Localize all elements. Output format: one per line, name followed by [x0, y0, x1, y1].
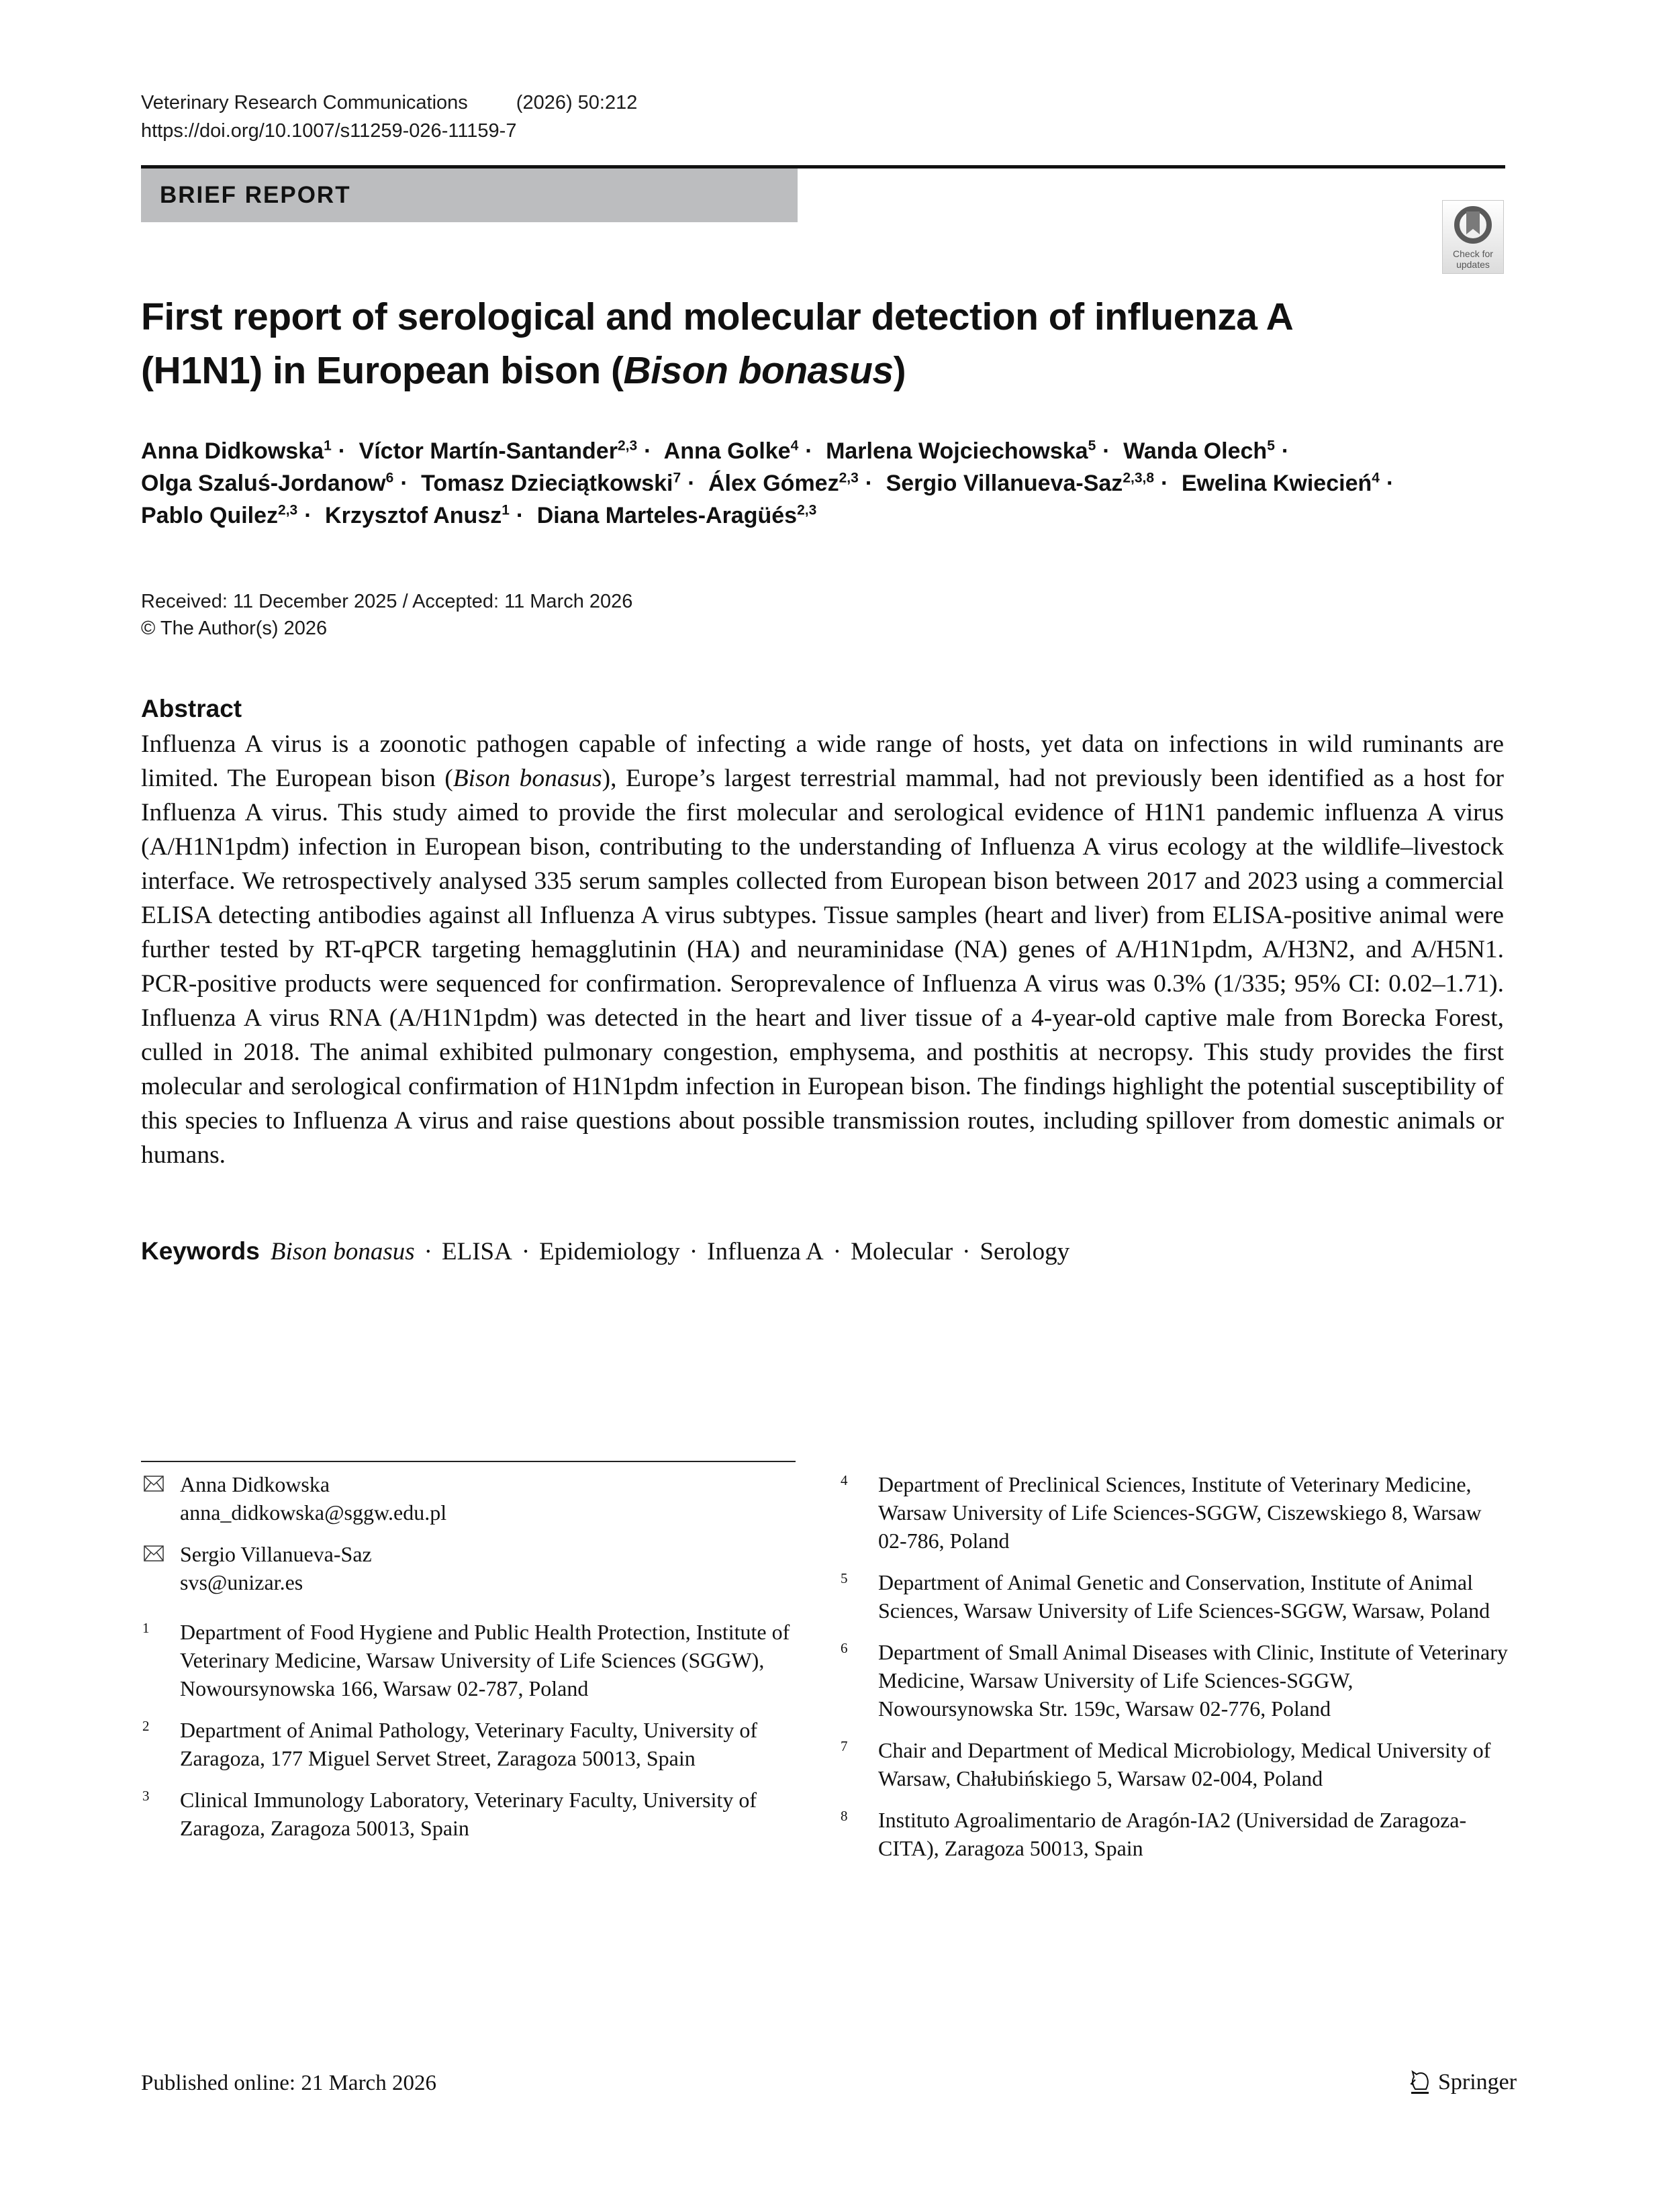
author[interactable]: Tomasz Dzieciątkowski$^7$ [421, 470, 681, 496]
envelope-icon [144, 1476, 164, 1492]
separator: · [832, 1238, 842, 1265]
article-type: BRIEF REPORT [160, 182, 351, 208]
title-text: First report of serological and molecular detection of influenza A (H1N1) in European bison ( [141, 295, 1292, 392]
author[interactable]: Víctor Martín-Santander$^{2,3}$ [359, 438, 638, 464]
separator: · [424, 1238, 432, 1265]
separator: · [687, 471, 696, 496]
envelope-icon [144, 1545, 164, 1561]
separator: · [1102, 438, 1110, 464]
check-updates-label-2: updates [1456, 259, 1490, 270]
footnotes-right [839, 1470, 1511, 1876]
author[interactable]: Ewelina Kwiecień$^4$ [1181, 470, 1380, 496]
corresponding-author [141, 1540, 806, 1596]
separator: · [962, 1238, 971, 1265]
affiliation: 8 Instituto Agroalimentario de Aragón-IA2 (Universidad de Zaragoza-CITA), Zaragoza 50013, Spain [841, 1808, 1467, 1860]
separator: · [1161, 471, 1169, 496]
journal-name: Veterinary Research Communications [141, 92, 468, 113]
contact-name: Sergio Villanueva-Saz [180, 1542, 372, 1566]
received-accepted: Received: 11 December 2025 / Accepted: 11 March 2026 [141, 591, 633, 612]
separator: · [1386, 471, 1394, 496]
author[interactable]: Krzysztof Anusz$^1$ [325, 502, 510, 528]
publisher-name: Springer [1438, 2070, 1517, 2095]
abstract-body: Influenza A virus is a zoonotic pathogen capable of infecting a wide range of hosts, yet data on infections in wild ruminants are limited. The European bison (Bison bonasus), Europe’s largest terrestrial mammal, had not previously been identified as a host for Influenza A virus. This study aimed to provide the first molecular and serological evidence of H1N1 pandemic influenza A virus (A/H1N1pdm) infection in European bison, contributing to the understanding of Influenza A virus ecology at the wildlife–livestock interface. We retrospectively analysed 335 serum samples collected from European bison between 2017 and 2023 using a commercial ELISA detecting antibodies against all Influenza A virus subtypes. Tissue samples (heart and liver) from ELISA-positive animal were further tested by RT-qPCR targeting hemagglutinin (HA) and neuraminidase (NA) genes of A/H1N1pdm, A/H3N2, and A/H5N1. PCR-positive products were sequenced for confirmation. Seroprevalence of Influenza A virus was 0.3% (1/335; 95% CI: 0.02–1.71). Influenza A virus RNA (A/H1N1pdm) was detected in the heart and liver tissue of a 4-year-old captive male from Borecka Forest, culled in 2018. The animal exhibited pulmonary congestion, emphysema, and posthitis at necropsy. This study provides the first molecular and serological confirmation of H1N1pdm infection in European bison. The findings highlight the potential susceptibility of this species to Influenza A virus and raise questions about possible transmission routes, including spillover from domestic animals or humans. [141, 730, 1504, 1169]
affiliation: 7 Chair and Department of Medical Microbiology, Medical University of Warsaw, Chałubińskiego 5, Warsaw 02-004, Poland [841, 1738, 1491, 1790]
separator: · [304, 503, 312, 528]
check-for-updates-button[interactable] [1442, 200, 1504, 274]
copyright: © The Author(s) 2026 [141, 618, 328, 639]
affiliation: 2 Department of Animal Pathology, Veterinary Faculty, University of Zaragoza, 177 Miguel Servet Street, Zaragoza 50013, Spain [142, 1718, 757, 1770]
affiliation: 5 Department of Animal Genetic and Conservation, Institute of Animal Sciences, Warsaw University of Life Sciences-SGGW, Warsaw, Poland [841, 1570, 1490, 1623]
affiliation: 1 Department of Food Hygiene and Public Health Protection, Institute of Veterinary Medicine, Warsaw University of Life Sciences (SGGW), Nowoursynowska 166, Warsaw 02-787, Poland [142, 1620, 790, 1700]
doi-link[interactable]: https://doi.org/10.1007/s11259-026-11159-7 [141, 120, 517, 142]
separator: · [644, 438, 652, 464]
check-updates-icon [1454, 205, 1492, 245]
abstract-heading: Abstract [141, 695, 242, 722]
footnote-rule [141, 1461, 796, 1462]
publisher-logo [1409, 2069, 1517, 2096]
author[interactable]: Diana Marteles-Aragüés$^{2,3}$ [536, 502, 817, 528]
separator: · [805, 438, 813, 464]
separator: · [865, 471, 873, 496]
keyword: ELISA [442, 1238, 512, 1265]
affiliation: 3 Clinical Immunology Laboratory, Veterinary Faculty, University of Zaragoza, Zaragoza 50013, Spain [142, 1788, 757, 1840]
keyword: Bison bonasus [270, 1238, 415, 1265]
author[interactable]: Anna Golke$^4$ [663, 438, 799, 464]
separator: · [400, 471, 408, 496]
author[interactable]: Pablo Quilez$^{2,3}$ [141, 502, 298, 528]
separator: · [338, 438, 346, 464]
separator: · [1281, 438, 1290, 464]
check-updates-label-1: Check for [1453, 248, 1493, 259]
keywords-label: Keywords [141, 1237, 260, 1265]
article-title [141, 290, 1349, 397]
journal-header [141, 89, 637, 145]
springer-horse-icon [1409, 2069, 1431, 2096]
author[interactable]: Wanda Olech$^5$ [1123, 438, 1275, 464]
keywords [141, 1235, 1069, 1268]
separator: · [689, 1238, 698, 1265]
article-type-band [141, 169, 798, 222]
contact-email[interactable]: svs@unizar.es [180, 1570, 303, 1594]
author[interactable]: Marlena Wojciechowska$^5$ [826, 438, 1096, 464]
keyword: Epidemiology [539, 1238, 680, 1265]
separator: · [521, 1238, 530, 1265]
author-list [141, 435, 1511, 532]
title-species: Bison bonasus [623, 349, 894, 392]
volume-info: (2026) 50:212 [516, 92, 638, 113]
separator: · [516, 503, 524, 528]
article-dates [141, 588, 632, 642]
contact-name: Anna Didkowska [180, 1472, 330, 1496]
published-online: Published online: 21 March 2026 [141, 2071, 436, 2095]
corresponding-author [141, 1470, 806, 1527]
author[interactable]: Anna Didkowska$^1$ [141, 438, 332, 464]
title-close: ) [893, 349, 906, 392]
author[interactable]: Álex Gómez$^{2,3}$ [708, 470, 859, 496]
keyword: Influenza A [707, 1238, 824, 1265]
affiliation: 6 Department of Small Animal Diseases with Clinic, Institute of Veterinary Medicine, Warsaw University of Life Sciences-SGGW, Nowoursynowska Str. 159c, Warsaw 02-776, Poland [841, 1640, 1508, 1721]
keyword: Serology [980, 1238, 1070, 1265]
author[interactable]: Olga Szaluś-Jordanow$^6$ [141, 470, 394, 496]
affiliation: 4 Department of Preclinical Sciences, Institute of Veterinary Medicine, Warsaw University of Life Sciences-SGGW, Ciszewskiego 8, Warsaw 02-786, Poland [841, 1472, 1482, 1553]
keyword: Molecular [851, 1238, 953, 1265]
author[interactable]: Sergio Villanueva-Saz$^{2,3,8}$ [886, 470, 1155, 496]
contact-email[interactable]: anna_didkowska@sggw.edu.pl [180, 1500, 447, 1525]
footnotes-left [141, 1470, 806, 1856]
